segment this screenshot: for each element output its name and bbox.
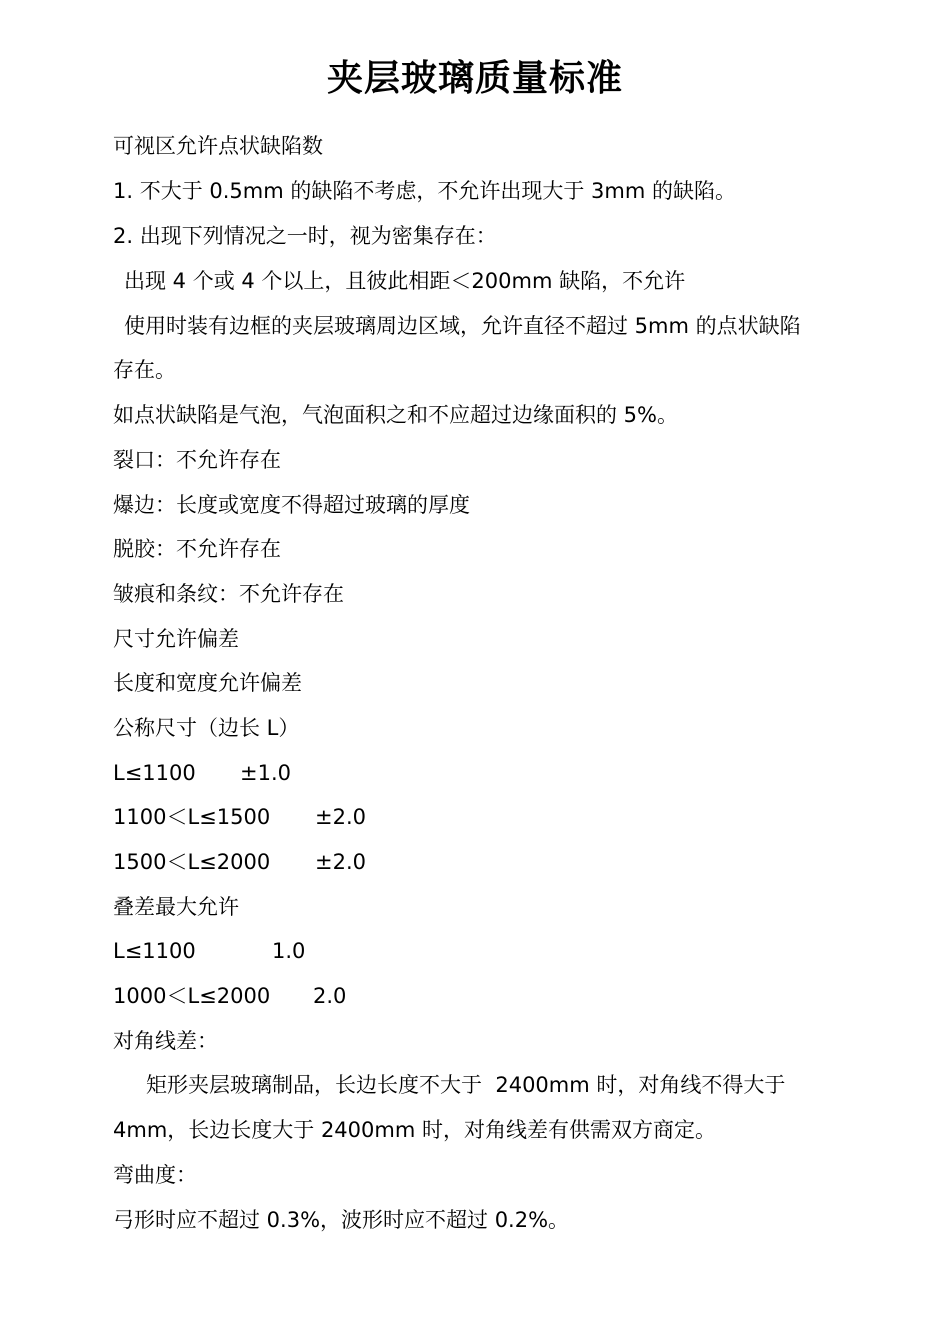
paragraph-rule-1: 1. 不大于 0.5mm 的缺陷不考虑，不允许出现大于 3mm 的缺陷。 xyxy=(113,179,736,203)
heading-diagonal: 对角线差： xyxy=(113,1029,218,1053)
heading-curvature: 弯曲度： xyxy=(113,1163,197,1187)
paragraph-dense-case-2-cont: 存在。 xyxy=(113,358,176,382)
paragraph-delamination: 脱胶：不允许存在 xyxy=(113,537,281,561)
size-tolerance-row-size: 1100＜L≤1500 xyxy=(113,805,271,829)
size-tolerance-row-size: L≤1100 xyxy=(113,761,196,785)
overlap-row-size: 1000＜L≤2000 xyxy=(113,984,271,1008)
paragraph-crack: 裂口：不允许存在 xyxy=(113,448,281,472)
size-tolerance-row-value: ±1.0 xyxy=(240,761,291,785)
overlap-row-value: 1.0 xyxy=(272,939,306,963)
heading-overlap: 叠差最大允许 xyxy=(113,895,239,919)
paragraph-diagonal-rule-cont: 4mm，长边长度大于 2400mm 时，对角线差有供需双方商定。 xyxy=(113,1118,716,1142)
heading-nominal-size: 公称尺寸（边长 L） xyxy=(113,716,300,740)
overlap-row-size: L≤1100 xyxy=(113,939,196,963)
size-tolerance-row-value: ±2.0 xyxy=(315,850,366,874)
paragraph-dense-case-1: 出现 4 个或 4 个以上，且彼此相距＜200mm 缺陷，不允许 xyxy=(124,269,686,293)
paragraph-dense-case-2: 使用时装有边框的夹层玻璃周边区域，允许直径不超过 5mm 的点状缺陷 xyxy=(124,314,801,338)
paragraph-edge-chip: 爆边：长度或宽度不得超过玻璃的厚度 xyxy=(113,493,470,517)
size-tolerance-row-value: ±2.0 xyxy=(315,805,366,829)
document-title: 夹层玻璃质量标准 xyxy=(326,58,623,99)
heading-size-tolerance: 尺寸允许偏差 xyxy=(113,627,239,651)
paragraph-curvature-rule: 弓形时应不超过 0.3%，波形时应不超过 0.2%。 xyxy=(113,1208,570,1232)
paragraph-diagonal-rule: 矩形夹层玻璃制品，长边长度不大于 2400mm 时，对角线不得大于 xyxy=(146,1073,786,1097)
overlap-row-value: 2.0 xyxy=(313,984,347,1008)
heading-length-width-tolerance: 长度和宽度允许偏差 xyxy=(113,671,302,695)
size-tolerance-row-size: 1500＜L≤2000 xyxy=(113,850,271,874)
paragraph-visible-area-defects: 可视区允许点状缺陷数 xyxy=(113,134,323,158)
paragraph-rule-2: 2. 出现下列情况之一时，视为密集存在： xyxy=(113,224,497,248)
paragraph-bubble-rule: 如点状缺陷是气泡，气泡面积之和不应超过边缘面积的 5%。 xyxy=(113,403,678,427)
paragraph-wrinkles: 皱痕和条纹：不允许存在 xyxy=(113,582,344,606)
